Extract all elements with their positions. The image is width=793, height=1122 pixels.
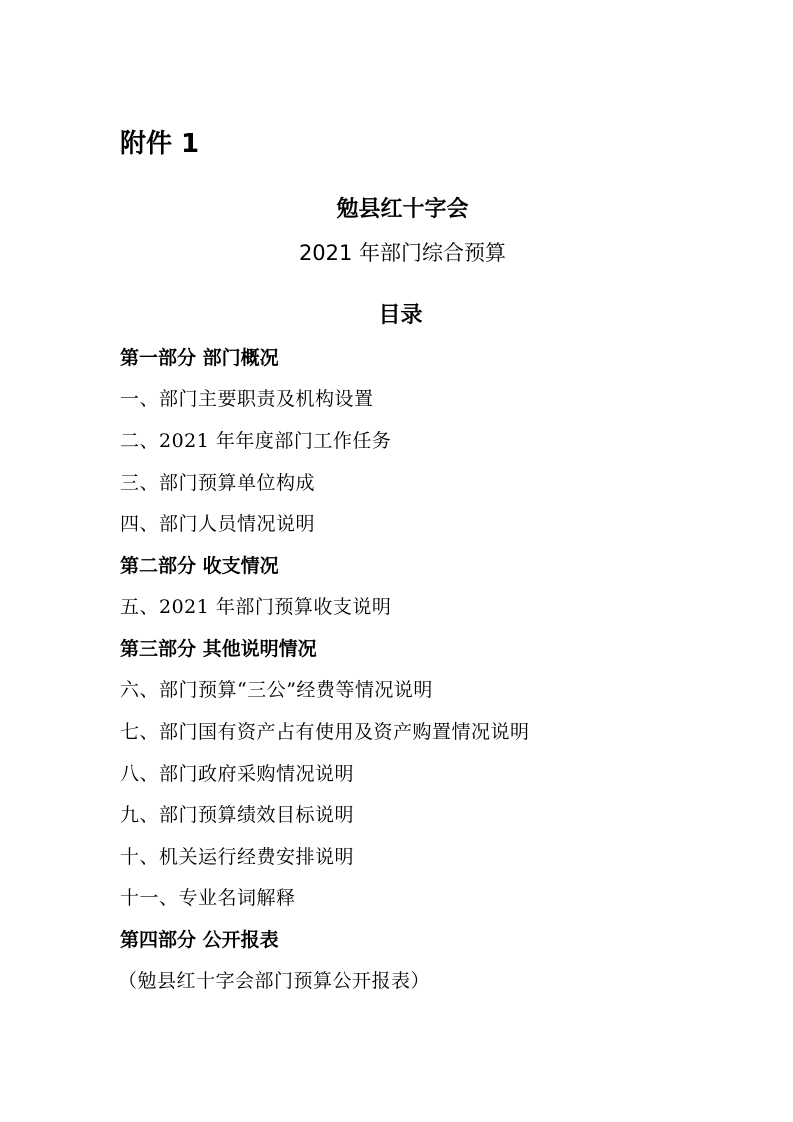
toc-note: （勉县红十字会部门预算公开报表） — [118, 970, 431, 992]
toc-part-4-title: 第四部分 公开报表 — [120, 929, 279, 951]
toc-item: 十一、专业名词解释 — [120, 887, 296, 909]
toc-item: 八、部门政府采购情况说明 — [120, 763, 355, 785]
toc-part-2-title: 第二部分 收支情况 — [120, 555, 279, 577]
toc-part-3-title: 第三部分 其他说明情况 — [120, 638, 317, 660]
toc-item: 三、部门预算单位构成 — [120, 472, 316, 494]
toc-item: 七、部门国有资产占有使用及资产购置情况说明 — [120, 721, 530, 743]
toc-heading: 目录 — [378, 303, 423, 328]
toc-item: 四、部门人员情况说明 — [120, 513, 316, 535]
toc-item: 二、2021 年年度部门工作任务 — [120, 430, 392, 452]
toc-item: 九、部门预算绩效目标说明 — [120, 804, 355, 826]
toc-part-1-title: 第一部分 部门概况 — [120, 347, 279, 369]
attachment-label: 附件 1 — [120, 129, 200, 159]
toc-item: 十、机关运行经费安排说明 — [120, 846, 355, 868]
toc-item: 一、部门主要职责及机构设置 — [120, 388, 374, 410]
toc-item: 五、2021 年部门预算收支说明 — [120, 596, 392, 618]
toc-item: 六、部门预算“三公”经费等情况说明 — [120, 679, 433, 701]
document-subtitle: 2021 年部门综合预算 — [298, 241, 507, 265]
document-title: 勉县红十字会 — [336, 197, 469, 222]
